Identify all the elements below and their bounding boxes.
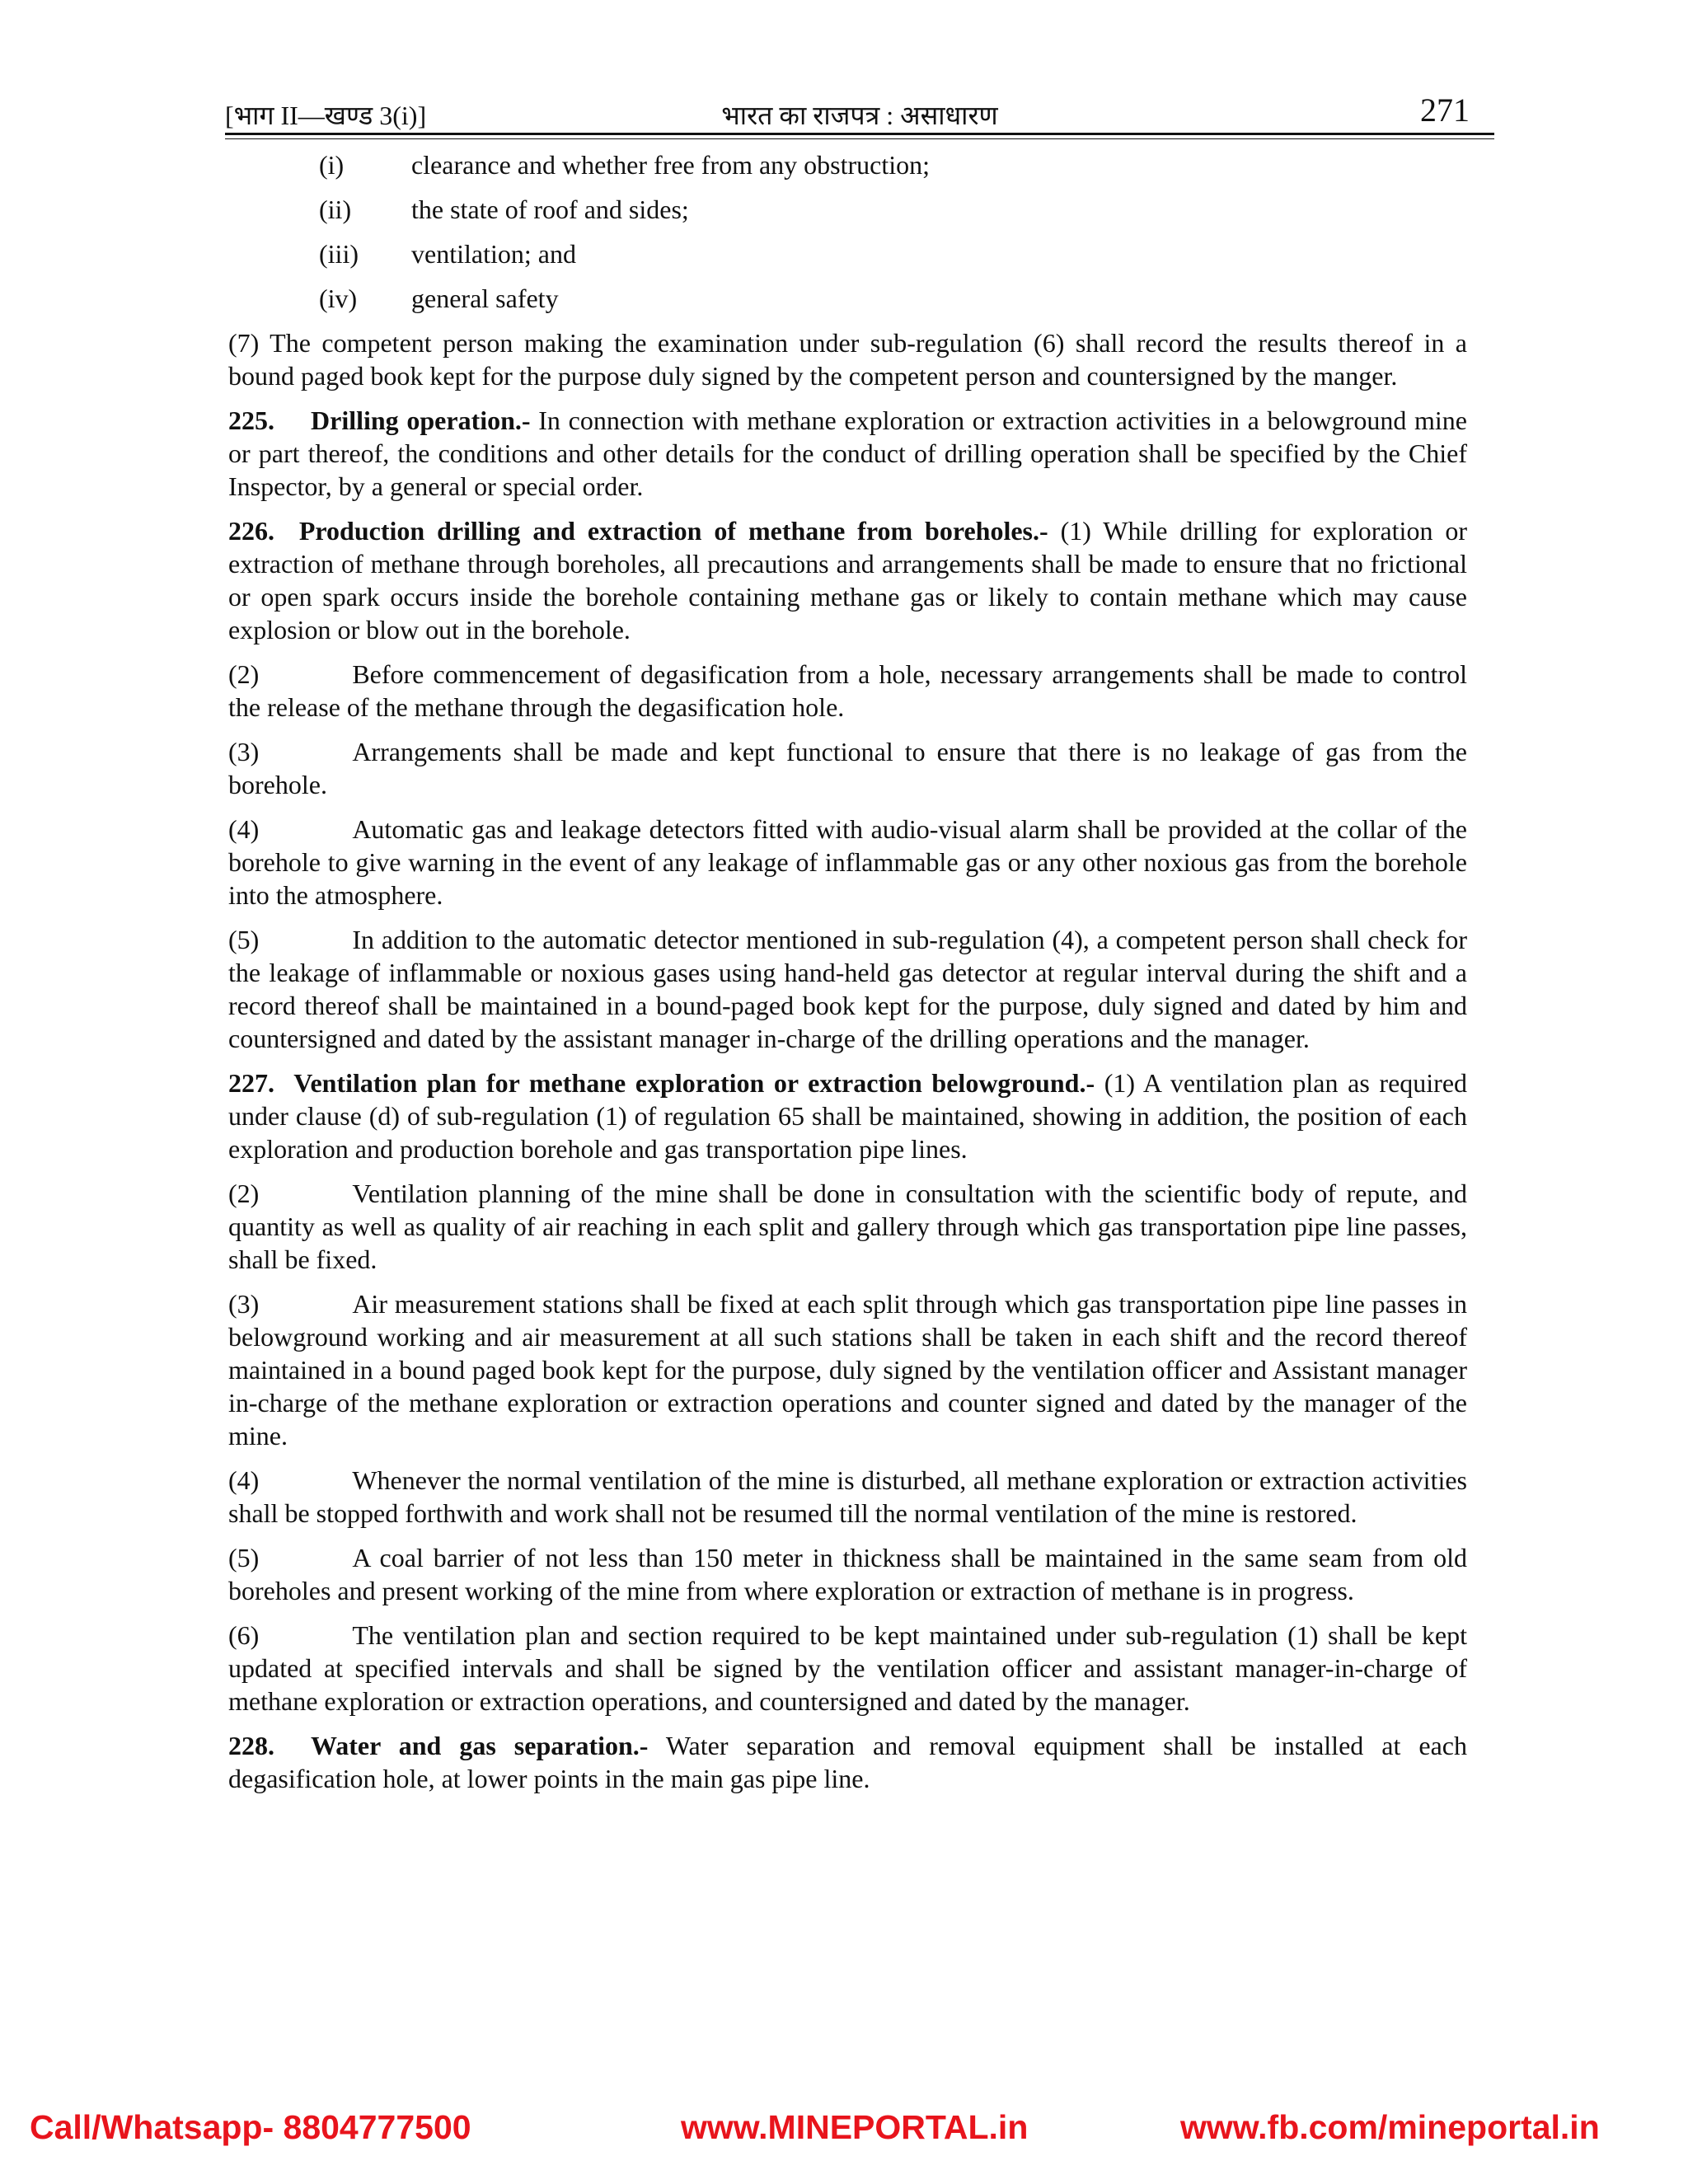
list-item	[228, 237, 1467, 282]
sub-regulation-text: Air measurement stations shall be fixed at each split through which gas transportation pipe line passes in belowground working and air measurement at all such stations shall be taken in each shift and the record thereof maintained in a bound paged book kept for the purpose, duly signed by the ventilation officer and Assistant manager in-charge of the methane exploration or extraction operations and counter signed and dated by the manager of the mine.	[228, 1289, 1467, 1451]
section-text: In connection with methane exploration or extraction activities in a belowground mine or part thereof, the conditions and other details for the conduct of drilling operation shall be specified by the Chief Inspector, by a general or special order.	[228, 405, 1468, 501]
section-text: (1) While drilling for exploration or extraction of methane through boreholes, all precautions and arrangements shall be made to ensure that no frictional or open spark occurs inside the borehole containing methane gas or likely to contain methane which may cause explosion or blow out in the borehole.	[228, 516, 1468, 644]
footer-facebook-link[interactable]: www.fb.com/mineportal.in	[1180, 2108, 1600, 2146]
sub-regulation	[228, 1541, 1467, 1607]
section-number: 228.	[228, 1731, 274, 1760]
list-item-text: the state of roof and sides;	[411, 194, 689, 224]
sub-regulation-text: The ventilation plan and section required to be kept maintained under sub-regulation (1) shall be kept updated at specified intervals and shall be signed by the ventilation officer and assistant manager-in-charge of methane exploration or extraction operations, and countersigned and dated by the manager.	[228, 1620, 1467, 1716]
section-number: 227.	[228, 1068, 274, 1098]
list-item-number: (iv)	[319, 284, 358, 313]
sub-regulation	[228, 1619, 1467, 1718]
section-225	[228, 404, 1467, 503]
list-item	[228, 282, 1467, 326]
section-227	[228, 1066, 1467, 1165]
sub-regulation-text: Before commencement of degasification from a hole, necessary arrangements shall be made to control the release of the methane through the degasification hole.	[228, 659, 1467, 722]
sub-regulation-text: Ventilation planning of the mine shall be done in consultation with the scientific body of repute, and quantity as well as quality of air reaching in each split and gallery through which gas transportation pipe line passes, shall be fixed.	[228, 1179, 1467, 1274]
list-item-number: (i)	[319, 150, 345, 180]
sub-regulation-text: Arrangements shall be made and kept functional to ensure that there is no leakage of gas from the borehole.	[228, 737, 1467, 799]
section-number: 226.	[228, 516, 274, 546]
list-item-text: clearance and whether free from any obstruction;	[411, 150, 931, 180]
sub-regulation-number: (6)	[228, 1620, 260, 1650]
section-text: Water separation and removal equipment shall be installed at each degasification hole, at lower points in the main gas pipe line.	[228, 1731, 1468, 1793]
paragraph-sub-7: (7) The competent person making the examination under sub-regulation (6) shall record the results thereof in a bound paged book kept for the purpose duly signed by the competent person and countersigned by the manger.	[228, 328, 1467, 391]
sub-regulation-text: In addition to the automatic detector mentioned in sub-regulation (4), a competent person shall check for the leakage of inflammable or noxious gases using hand-held gas detector at regular interval during the shift and a record thereof shall be maintained in a bound-paged book kept for the purpose, duly signed and dated by him and countersigned and dated by the assistant manager in-charge of the drilling operations and the manager.	[228, 925, 1467, 1053]
sub-regulation	[228, 923, 1467, 1055]
sub-regulation-number: (5)	[228, 1543, 260, 1572]
section-title: Water and gas separation.-	[311, 1731, 649, 1760]
sub-regulation-number: (2)	[228, 659, 260, 689]
section-226	[228, 514, 1467, 646]
sub-regulation-number: (3)	[228, 737, 260, 766]
sub-regulation-text: Automatic gas and leakage detectors fitted with audio-visual alarm shall be provided at the collar of the borehole to give warning in the event of any leakage of inflammable gas or any other noxious gas from the borehole into the atmosphere.	[228, 814, 1467, 910]
section-title: Production drilling and extraction of methane from boreholes.-	[298, 516, 1048, 546]
sub-regulation	[228, 658, 1467, 724]
document-body	[228, 148, 1467, 1807]
sub-regulation-text: Whenever the normal ventilation of the mine is disturbed, all methane exploration or extraction activities shall be stopped forthwith and work shall not be resumed till the normal ventilation of the mine is restored.	[228, 1465, 1467, 1528]
section-title: Ventilation plan for methane exploration or extraction belowground.-	[293, 1068, 1095, 1098]
sub-regulation	[228, 1177, 1467, 1276]
sub-regulation-text: A coal barrier of not less than 150 meter in thickness shall be maintained in the same seam from old boreholes and present working of the mine from where exploration or extraction of methane is in progress.	[228, 1543, 1467, 1605]
header-part-label: [भाग II—खण्ड 3(i)]	[225, 101, 427, 130]
header-rule-thick	[225, 133, 1494, 135]
list-item	[228, 148, 1467, 193]
list-item-number: (ii)	[319, 194, 352, 224]
footer-website-link[interactable]: www.MINEPORTAL.in	[681, 2108, 1029, 2146]
sub-regulation	[228, 1287, 1467, 1452]
page-header	[225, 91, 1494, 134]
sub-regulation-number: (2)	[228, 1179, 260, 1208]
sub-regulation-number: (4)	[228, 814, 260, 844]
section-number: 225.	[228, 405, 274, 435]
header-rule-thin	[225, 138, 1494, 139]
section-text: (1) A ventilation plan as required under clause (d) of sub-regulation (1) of regulation 65 shall be maintained, showing in addition, the position of each exploration and production borehole and gas transportation pipe lines.	[228, 1068, 1468, 1164]
sub-regulation	[228, 1464, 1467, 1530]
footer-contact: Call/Whatsapp- 8804777500	[30, 2108, 471, 2146]
sub-regulation	[228, 735, 1467, 801]
section-228	[228, 1729, 1467, 1795]
list-item	[228, 193, 1467, 237]
sub-regulation	[228, 813, 1467, 912]
list-item-text: ventilation; and	[411, 239, 576, 269]
section-title: Drilling operation.-	[311, 405, 531, 435]
page-number: 271	[1420, 91, 1470, 129]
list-item-text: general safety	[411, 284, 559, 313]
sub-regulation-number: (4)	[228, 1465, 260, 1495]
footer-banner	[0, 2108, 1688, 2166]
sub-regulation-number: (3)	[228, 1289, 260, 1319]
header-gazette-title: भारत का राजपत्र : असाधारण	[721, 101, 998, 130]
list-item-number: (iii)	[319, 239, 359, 269]
sub-regulation-number: (5)	[228, 925, 260, 954]
